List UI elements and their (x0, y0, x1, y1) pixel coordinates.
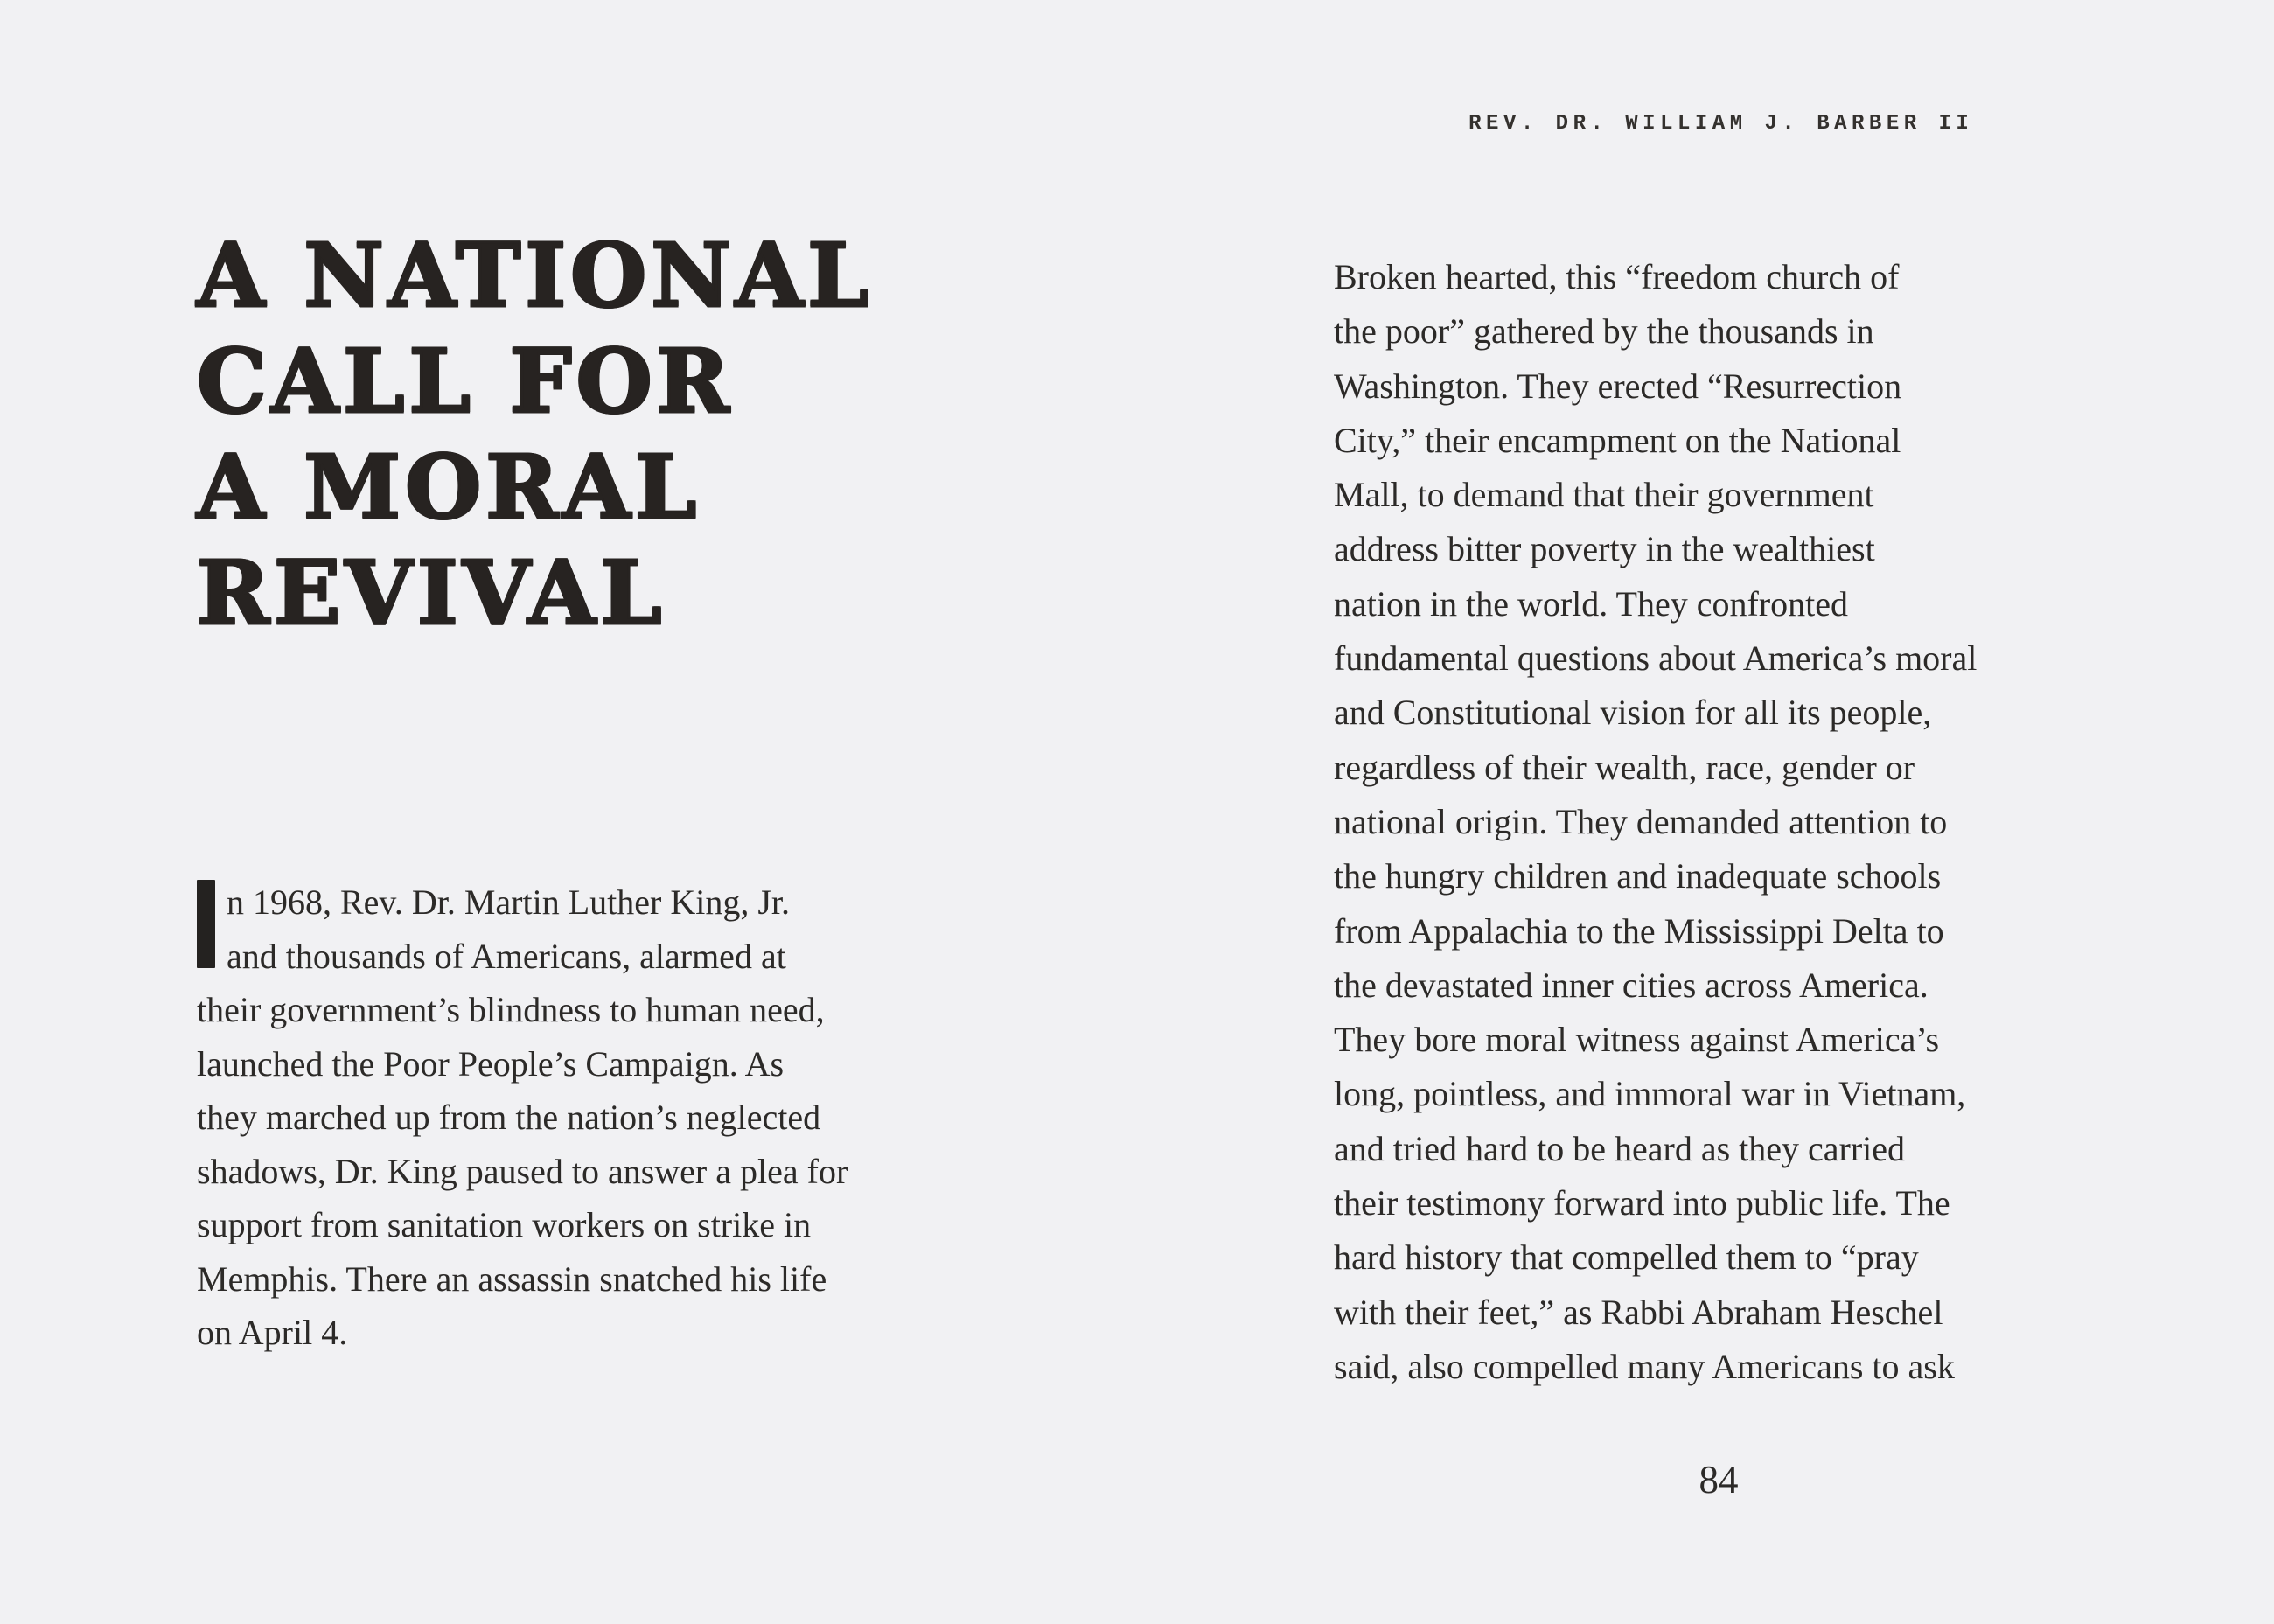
body-line: hard history that compelled them to “pray (1334, 1237, 1919, 1278)
body-line: launched the Poor People’s Campaign. As (197, 1043, 785, 1084)
chapter-title (197, 223, 874, 646)
body-line: City,” their encampment on the National (1334, 420, 1901, 460)
body-line: said, also compelled many Americans to ask (1334, 1346, 1955, 1386)
body-line: shadows, Dr. King paused to answer a plea for (197, 1151, 848, 1191)
body-line: on April 4. (197, 1313, 348, 1352)
running-header: REV. DR. WILLIAM J. BARBER II (1468, 112, 1974, 136)
body-line: their testimony forward into public life. The (1334, 1183, 1950, 1223)
body-line: Memphis. There an assassin snatched his life (197, 1258, 827, 1299)
drop-cap-letter-i (197, 880, 215, 968)
left-page (197, 0, 1028, 1624)
right-page (1334, 0, 2103, 1624)
body-line: n 1968, Rev. Dr. Martin Luther King, Jr. (227, 882, 791, 922)
body-line: and tried hard to be heard as they carried (1334, 1128, 1906, 1168)
body-line: regardless of their wealth, race, gender or (1334, 747, 1915, 787)
right-body-paragraph (1334, 250, 1977, 1394)
body-line: their government’s blindness to human need, (197, 990, 825, 1029)
body-line: Broken hearted, this “freedom church of (1334, 257, 1900, 296)
body-line: support from sanitation workers on strike in (197, 1205, 812, 1244)
chapter-title-line: CALL FOR (197, 330, 734, 433)
body-line: from Appalachia to the Mississippi Delta to (1334, 910, 1944, 951)
body-line: Mall, to demand that their government (1334, 475, 1874, 515)
body-line: the poor” gathered by the thousands in (1334, 311, 1874, 352)
body-line: the hungry children and inadequate schools (1334, 856, 1942, 896)
body-line: They bore moral witness against America’s (1334, 1020, 1940, 1060)
left-body-paragraph (197, 875, 848, 1360)
body-line: and thousands of Americans, alarmed at (227, 936, 786, 976)
body-line: Washington. They erected “Resurrection (1334, 366, 1902, 406)
body-line: long, pointless, and immoral war in Vietnam, (1334, 1074, 1966, 1114)
body-line: and Constitutional vision for all its people, (1334, 693, 1932, 733)
chapter-title-line: REVIVAL (197, 541, 666, 645)
body-line: fundamental questions about America’s moral (1334, 638, 1978, 679)
body-line: national origin. They demanded attention to (1334, 801, 1948, 841)
chapter-title-line: A NATIONAL (197, 224, 874, 327)
page-number: 84 (1699, 1458, 1739, 1502)
body-line: with their feet,” as Rabbi Abraham Heschel (1334, 1292, 1943, 1332)
chapter-title-line: A MORAL (197, 436, 701, 539)
body-line: address bitter poverty in the wealthiest (1334, 529, 1875, 569)
body-line: the devastated inner cities across America. (1334, 965, 1929, 1005)
body-line: they marched up from the nation’s neglected (197, 1098, 821, 1137)
body-line: nation in the world. They confronted (1334, 583, 1849, 624)
